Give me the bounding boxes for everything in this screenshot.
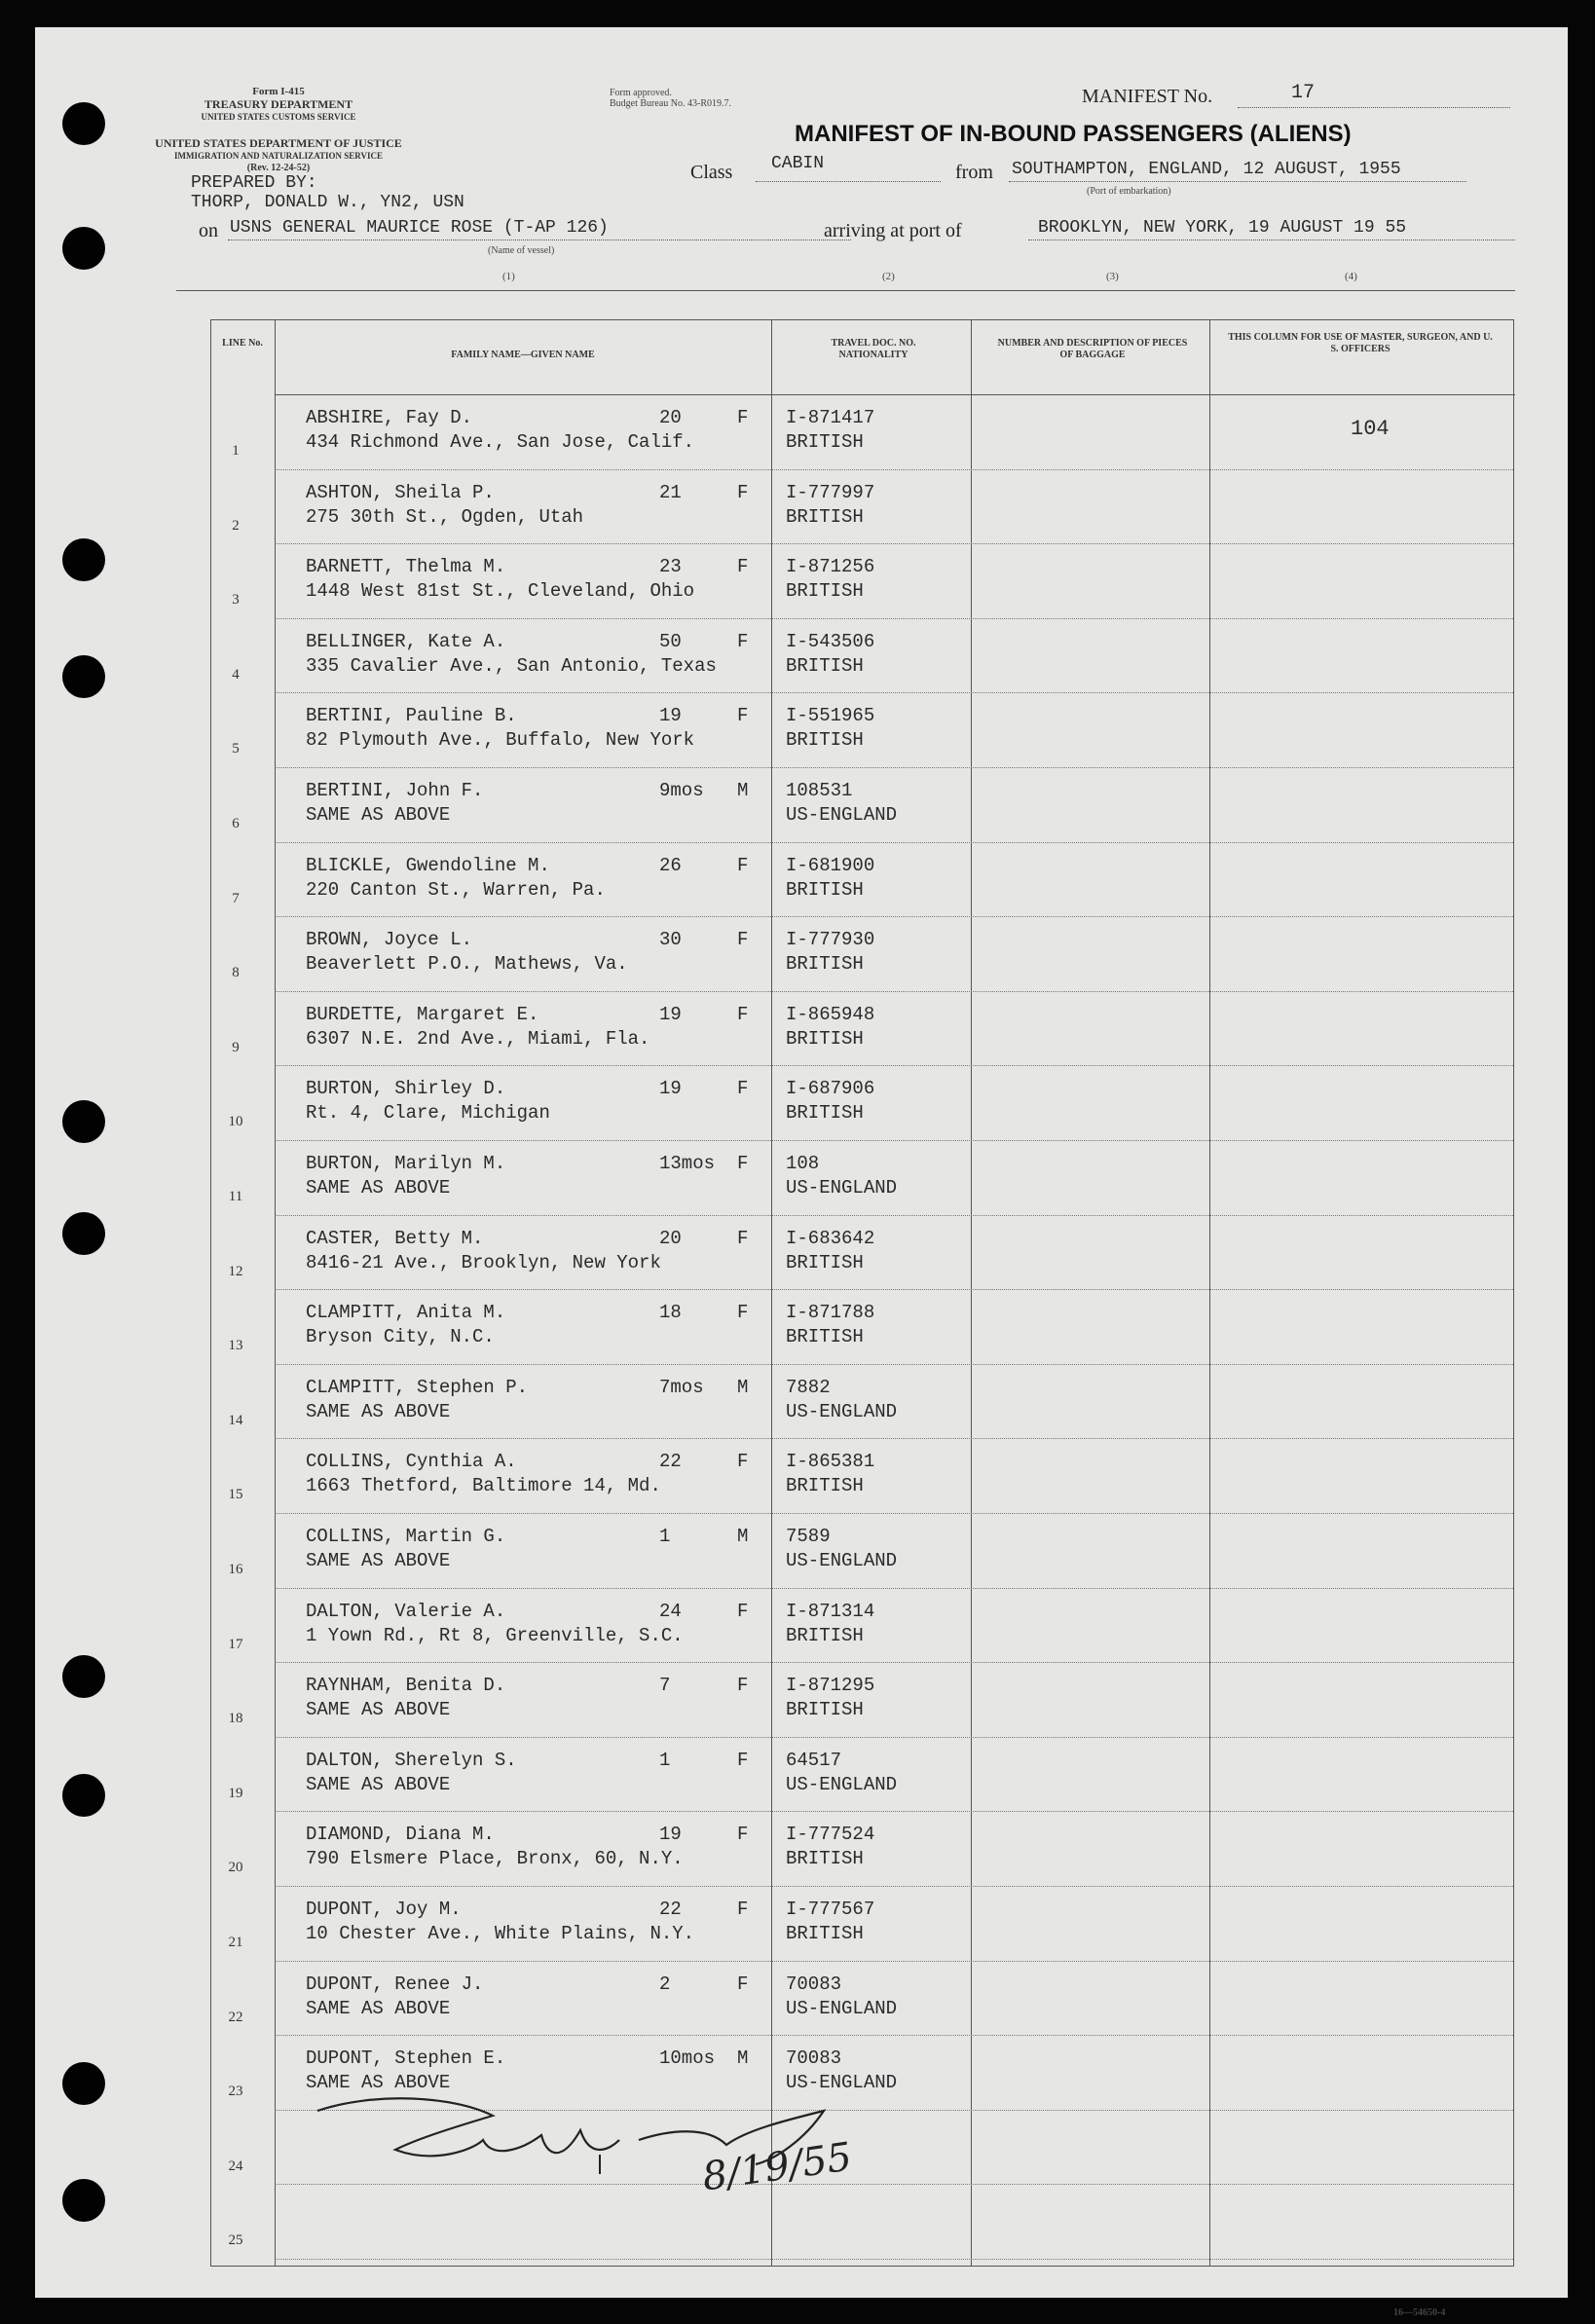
line-number: 7 <box>232 890 240 906</box>
passenger-name: CASTER, Betty M. <box>306 1227 484 1249</box>
passenger-name: BURTON, Marilyn M. <box>306 1153 506 1174</box>
passenger-sex: F <box>737 556 749 578</box>
passenger-name: BELLINGER, Kate A. <box>306 630 506 652</box>
travel-doc-number: I-681900 <box>786 854 875 876</box>
line-number: 18 <box>228 1711 243 1727</box>
travel-doc-number: I-871314 <box>786 1600 875 1622</box>
passenger-address: SAME AS ABOVE <box>306 1699 451 1721</box>
passenger-sex: F <box>737 1749 749 1771</box>
row-divider <box>275 1961 1513 1962</box>
manifest-page <box>35 27 1568 2318</box>
passenger-address: 8416-21 Ave., Brooklyn, New York <box>306 1251 661 1273</box>
manifest-number: 17 <box>1291 82 1316 104</box>
manifest-number-line <box>1238 107 1510 108</box>
form-approved: Form approved. <box>610 88 672 98</box>
travel-doc-number: I-551965 <box>786 705 875 727</box>
passenger-address: 82 Plymouth Ave., Buffalo, New York <box>306 729 695 752</box>
passenger-name: BARNETT, Thelma M. <box>306 556 506 578</box>
travel-doc-number: 7589 <box>786 1526 831 1547</box>
passenger-sex: F <box>737 929 749 951</box>
passenger-address: Rt. 4, Clare, Michigan <box>306 1102 550 1125</box>
passenger-sex: F <box>737 481 749 503</box>
line-number: 10 <box>228 1114 243 1130</box>
line-number: 2 <box>232 517 240 534</box>
header-baggage: NUMBER AND DESCRIPTION OF PIECES OF BAGGAGE <box>997 338 1188 360</box>
line-number: 15 <box>228 1487 243 1503</box>
passenger-age: 21 <box>659 481 682 503</box>
binder-hole <box>62 1774 105 1817</box>
passenger-age: 7 <box>659 1675 671 1697</box>
passenger-address: 1448 West 81st St., Cleveland, Ohio <box>306 580 695 603</box>
row-divider <box>275 991 1513 992</box>
footer-code: 16—54650-4 <box>1393 2307 1446 2318</box>
travel-doc-number: 108531 <box>786 780 853 801</box>
passenger-age: 10mos <box>659 2047 716 2070</box>
travel-doc-number: 7882 <box>786 1376 831 1398</box>
passenger-age: 19 <box>659 1003 682 1025</box>
line-number: 8 <box>232 965 240 981</box>
passenger-sex: F <box>737 1973 749 1995</box>
header-family-name: FAMILY NAME—GIVEN NAME <box>451 350 595 360</box>
budget-bureau: Budget Bureau No. 43-R019.7. <box>610 98 731 109</box>
line-number: 24 <box>228 2158 243 2174</box>
nationality: BRITISH <box>786 1923 864 1944</box>
row-divider <box>275 543 1513 544</box>
nationality: US-ENGLAND <box>786 804 898 826</box>
header-officers: THIS COLUMN FOR USE OF MASTER, SURGEON, AND U. S. OFFICERS <box>1228 332 1493 354</box>
passenger-address: SAME AS ABOVE <box>306 1177 451 1199</box>
passenger-sex: F <box>737 705 749 727</box>
passenger-sex: F <box>737 1003 749 1025</box>
travel-doc-number: I-777524 <box>786 1824 875 1846</box>
binder-hole <box>62 538 105 581</box>
col-divider-doc <box>771 320 772 2266</box>
passenger-age: 50 <box>659 630 682 652</box>
nationality: BRITISH <box>786 953 864 976</box>
passenger-address: 335 Cavalier Ave., San Antonio, Texas <box>306 654 717 677</box>
travel-doc-number: 70083 <box>786 1973 842 1995</box>
officer-note: 104 <box>1351 417 1390 441</box>
passenger-name: COLLINS, Cynthia A. <box>306 1451 517 1473</box>
vessel-name: USNS GENERAL MAURICE ROSE (T-AP 126) <box>230 218 609 238</box>
preparer-name: THORP, DONALD W., YN2, USN <box>191 193 464 212</box>
passenger-age: 19 <box>659 705 682 727</box>
passenger-name: BROWN, Joyce L. <box>306 929 473 951</box>
passenger-sex: F <box>737 1153 749 1174</box>
passenger-age: 22 <box>659 1899 682 1920</box>
passenger-age: 18 <box>659 1302 682 1324</box>
vessel-note: (Name of vessel) <box>488 245 555 256</box>
row-divider <box>275 469 1513 470</box>
travel-doc-number: I-871295 <box>786 1675 875 1697</box>
passenger-age: 22 <box>659 1451 682 1473</box>
row-divider <box>275 916 1513 917</box>
from-label: from <box>955 162 993 183</box>
passenger-name: BERTINI, Pauline B. <box>306 705 517 727</box>
nationality: US-ENGLAND <box>786 1400 898 1422</box>
passenger-address: SAME AS ABOVE <box>306 1550 451 1571</box>
passenger-address: 220 Canton St., Warren, Pa. <box>306 878 606 901</box>
passenger-sex: F <box>737 1824 749 1846</box>
passenger-name: BERTINI, John F. <box>306 780 484 801</box>
row-divider <box>275 1438 1513 1439</box>
line-number: 1 <box>232 443 240 459</box>
travel-doc-number: I-871417 <box>786 407 875 428</box>
row-divider <box>275 1588 1513 1589</box>
row-divider <box>275 1065 1513 1066</box>
line-number: 16 <box>228 1562 243 1577</box>
manifest-number-label: MANIFEST No. <box>1082 86 1213 107</box>
passenger-address: Bryson City, N.C. <box>306 1326 495 1348</box>
nationality: BRITISH <box>786 1027 864 1050</box>
header-travel-doc: TRAVEL DOC. NO. NATIONALITY <box>831 338 916 360</box>
passenger-address: 434 Richmond Ave., San Jose, Calif. <box>306 431 695 453</box>
passenger-sex: F <box>737 1302 749 1324</box>
passenger-age: 26 <box>659 854 682 876</box>
row-divider <box>275 1140 1513 1141</box>
travel-doc-number: I-871256 <box>786 556 875 578</box>
passenger-sex: M <box>737 1526 749 1547</box>
travel-doc-number: I-865381 <box>786 1451 875 1473</box>
line-number: 20 <box>228 1860 243 1876</box>
nationality: BRITISH <box>786 1251 864 1273</box>
nationality: BRITISH <box>786 1699 864 1721</box>
passenger-sex: M <box>737 1376 749 1398</box>
passenger-address: 10 Chester Ave., White Plains, N.Y. <box>306 1923 695 1944</box>
column-4-number: (4) <box>1345 271 1357 282</box>
header-line-no: LINE No. <box>222 338 263 349</box>
line-number: 22 <box>228 2009 243 2025</box>
passenger-name: CLAMPITT, Stephen P. <box>306 1376 529 1398</box>
passenger-name: BLICKLE, Gwendoline M. <box>306 854 550 876</box>
passenger-age: 19 <box>659 1824 682 1846</box>
nationality: BRITISH <box>786 1475 864 1497</box>
line-number: 3 <box>232 592 240 609</box>
travel-doc-number: I-777567 <box>786 1899 875 1920</box>
passenger-address: SAME AS ABOVE <box>306 2072 451 2094</box>
binder-hole <box>62 655 105 698</box>
passenger-age: 1 <box>659 1526 671 1547</box>
from-line <box>1009 181 1466 182</box>
row-divider <box>275 1289 1513 1290</box>
row-divider <box>275 692 1513 693</box>
binder-hole <box>62 1655 105 1698</box>
nationality: US-ENGLAND <box>786 1177 898 1199</box>
row-divider <box>275 1737 1513 1738</box>
nationality: BRITISH <box>786 505 864 528</box>
arriving-label: arriving at port of <box>824 220 962 241</box>
binder-hole <box>62 2179 105 2222</box>
row-divider <box>275 1886 1513 1887</box>
row-divider <box>275 1811 1513 1812</box>
binder-hole <box>62 227 105 270</box>
row-divider <box>275 2035 1513 2036</box>
nationality: BRITISH <box>786 878 864 901</box>
passenger-name: ABSHIRE, Fay D. <box>306 407 473 428</box>
customs-service: UNITED STATES CUSTOMS SERVICE <box>201 112 356 122</box>
row-divider <box>275 1513 1513 1514</box>
passenger-address: 6307 N.E. 2nd Ave., Miami, Fla. <box>306 1027 650 1050</box>
passenger-age: 19 <box>659 1078 682 1100</box>
column-3-number: (3) <box>1106 271 1119 282</box>
line-number: 14 <box>228 1412 243 1428</box>
travel-doc-number: 64517 <box>786 1749 842 1771</box>
handwritten-signature <box>298 2072 960 2267</box>
header-bottom-rule <box>275 394 1515 395</box>
passenger-name: BURTON, Shirley D. <box>306 1078 506 1100</box>
class-label: Class <box>690 162 733 183</box>
line-number: 12 <box>228 1263 243 1279</box>
col-divider-line <box>275 320 276 2266</box>
passenger-name: COLLINS, Martin G. <box>306 1526 506 1547</box>
passenger-age: 2 <box>659 1973 671 1995</box>
line-number: 25 <box>228 2232 243 2249</box>
binder-hole <box>62 1100 105 1143</box>
passenger-age: 13mos <box>659 1153 716 1174</box>
form-number: Form I-415 <box>252 86 305 97</box>
on-label: on <box>199 220 218 241</box>
passenger-sex: F <box>737 1675 749 1697</box>
passenger-age: 23 <box>659 556 682 578</box>
nationality: BRITISH <box>786 729 864 752</box>
passenger-address: 275 30th St., Ogden, Utah <box>306 505 584 528</box>
manifest-title: MANIFEST OF IN-BOUND PASSENGERS (ALIENS) <box>795 121 1352 147</box>
justice-department: UNITED STATES DEPARTMENT OF JUSTICE <box>155 136 402 150</box>
line-number: 5 <box>232 741 240 757</box>
passenger-name: DUPONT, Joy M. <box>306 1899 462 1920</box>
passenger-sex: F <box>737 630 749 652</box>
class-line <box>756 181 941 182</box>
passenger-name: DIAMOND, Diana M. <box>306 1824 495 1846</box>
row-divider <box>275 767 1513 768</box>
passenger-sex: F <box>737 1451 749 1473</box>
nationality: US-ENGLAND <box>786 1773 898 1795</box>
travel-doc-number: I-543506 <box>786 630 875 652</box>
passenger-name: RAYNHAM, Benita D. <box>306 1675 506 1697</box>
passenger-address: SAME AS ABOVE <box>306 1997 451 2019</box>
passenger-address: SAME AS ABOVE <box>306 1400 451 1422</box>
passenger-address: 790 Elsmere Place, Bronx, 60, N.Y. <box>306 1848 684 1870</box>
row-divider <box>275 1364 1513 1365</box>
col-divider-baggage <box>971 320 972 2266</box>
row-divider <box>275 1662 1513 1663</box>
binder-hole <box>62 102 105 145</box>
passenger-age: 20 <box>659 407 682 428</box>
passenger-sex: F <box>737 407 749 428</box>
travel-doc-number: I-777930 <box>786 929 875 951</box>
nationality: BRITISH <box>786 654 864 677</box>
passenger-age: 9mos <box>659 780 704 801</box>
nationality: US-ENGLAND <box>786 1997 898 2019</box>
nationality: BRITISH <box>786 1326 864 1348</box>
nationality: US-ENGLAND <box>786 1550 898 1571</box>
passenger-sex: F <box>737 1600 749 1622</box>
treasury-department: TREASURY DEPARTMENT <box>204 97 353 111</box>
passenger-name: DUPONT, Stephen E. <box>306 2047 506 2070</box>
passenger-name: CLAMPITT, Anita M. <box>306 1302 506 1324</box>
passenger-age: 24 <box>659 1600 682 1622</box>
col-divider-officers <box>1209 320 1210 2266</box>
class-value: CABIN <box>771 154 825 173</box>
binder-hole <box>62 1212 105 1255</box>
line-number: 6 <box>232 816 240 831</box>
travel-doc-number: 70083 <box>786 2047 842 2070</box>
line-number: 4 <box>232 666 240 682</box>
nationality: US-ENGLAND <box>786 2072 898 2094</box>
nationality: BRITISH <box>786 580 864 603</box>
prepared-by-label: PREPARED BY: <box>191 173 317 193</box>
port-embarkation-note: (Port of embarkation) <box>1087 186 1171 197</box>
row-divider <box>275 1215 1513 1216</box>
passenger-address: SAME AS ABOVE <box>306 804 451 826</box>
passenger-sex: F <box>737 1899 749 1920</box>
passenger-name: DALTON, Valerie A. <box>306 1600 506 1622</box>
line-number: 23 <box>228 2084 243 2100</box>
ins-service: IMMIGRATION AND NATURALIZATION SERVICE <box>174 151 383 161</box>
passenger-name: ASHTON, Sheila P. <box>306 481 495 503</box>
passenger-address: 1 Yown Rd., Rt 8, Greenville, S.C. <box>306 1624 684 1646</box>
passenger-age: 20 <box>659 1227 682 1249</box>
passenger-sex: F <box>737 854 749 876</box>
passenger-table <box>210 319 1514 2267</box>
travel-doc-number: I-683642 <box>786 1227 875 1249</box>
nationality: BRITISH <box>786 431 864 453</box>
passenger-sex: F <box>737 1227 749 1249</box>
row-divider <box>275 842 1513 843</box>
line-number: 13 <box>228 1338 243 1354</box>
line-number: 17 <box>228 1636 243 1652</box>
nationality: BRITISH <box>786 1848 864 1870</box>
nationality: BRITISH <box>786 1624 864 1646</box>
passenger-address: 1663 Thetford, Baltimore 14, Md. <box>306 1475 661 1497</box>
column-1-number: (1) <box>502 271 515 282</box>
binder-hole <box>62 2062 105 2105</box>
travel-doc-number: I-687906 <box>786 1078 875 1100</box>
line-number: 11 <box>228 1189 243 1204</box>
passenger-age: 7mos <box>659 1376 704 1398</box>
passenger-sex: M <box>737 780 749 801</box>
passenger-name: BURDETTE, Margaret E. <box>306 1003 539 1025</box>
travel-doc-number: I-871788 <box>786 1302 875 1324</box>
passenger-sex: M <box>737 2047 749 2070</box>
travel-doc-number: I-777997 <box>786 481 875 503</box>
passenger-address: Beaverlett P.O., Mathews, Va. <box>306 953 628 976</box>
arriving-port: BROOKLYN, NEW YORK, 19 AUGUST 19 55 <box>1038 218 1407 238</box>
passenger-age: 1 <box>659 1749 671 1771</box>
line-number: 19 <box>228 1785 243 1801</box>
passenger-address: SAME AS ABOVE <box>306 1773 451 1795</box>
travel-doc-number: 108 <box>786 1153 820 1174</box>
passenger-name: DALTON, Sherelyn S. <box>306 1749 517 1771</box>
travel-doc-number: I-865948 <box>786 1003 875 1025</box>
passenger-sex: F <box>737 1078 749 1100</box>
column-2-number: (2) <box>882 271 895 282</box>
header-rule <box>176 290 1515 291</box>
passenger-name: DUPONT, Renee J. <box>306 1973 484 1995</box>
nationality: BRITISH <box>786 1102 864 1125</box>
passenger-age: 30 <box>659 929 682 951</box>
line-number: 21 <box>228 1935 243 1950</box>
row-divider <box>275 618 1513 619</box>
signature-date: 8/19/55 <box>699 2134 855 2200</box>
port-of-embarkation: SOUTHAMPTON, ENGLAND, 12 AUGUST, 1955 <box>1012 160 1401 179</box>
line-number: 9 <box>232 1039 240 1055</box>
form-revision: (Rev. 12-24-52) <box>246 163 311 173</box>
